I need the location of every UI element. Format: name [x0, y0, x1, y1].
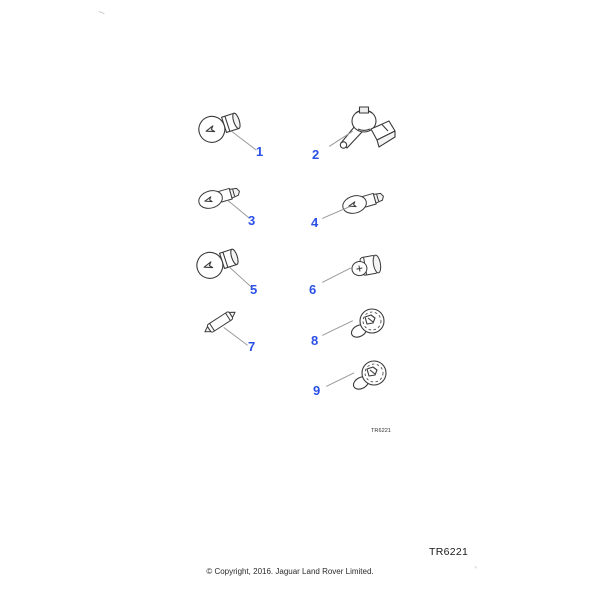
callout-7[interactable]: 7: [248, 339, 256, 354]
callout-8[interactable]: 8: [311, 333, 319, 348]
callout-6[interactable]: 6: [309, 282, 317, 297]
item-2-halogen-bulb-drawing: [336, 104, 396, 152]
callout-9[interactable]: 9: [313, 383, 321, 398]
item-7-festoon-bulb-drawing: [200, 306, 240, 338]
item-4-wedge-bulb-drawing: [340, 186, 390, 216]
copyright-notice: © Copyright, 2016. Jaguar Land Rover Limited.: [206, 567, 374, 576]
item-9-bulb-holder-drawing: [350, 357, 390, 393]
callout-4[interactable]: 4: [311, 215, 319, 230]
figure-code-small: TR6221: [371, 427, 391, 434]
callout-1[interactable]: 1: [256, 144, 264, 159]
print-artifact: [99, 11, 105, 14]
item-8-bulb-holder-drawing: [348, 305, 388, 341]
item-3-wedge-bulb-drawing: [196, 181, 246, 211]
callout-5[interactable]: 5: [250, 282, 258, 297]
leader-line-6: [322, 267, 351, 282]
callout-2[interactable]: 2: [312, 147, 320, 162]
item-6-capless-bulb-drawing: [349, 249, 393, 281]
callout-3[interactable]: 3: [248, 213, 256, 228]
figure-code-large: TR6221: [429, 546, 469, 558]
